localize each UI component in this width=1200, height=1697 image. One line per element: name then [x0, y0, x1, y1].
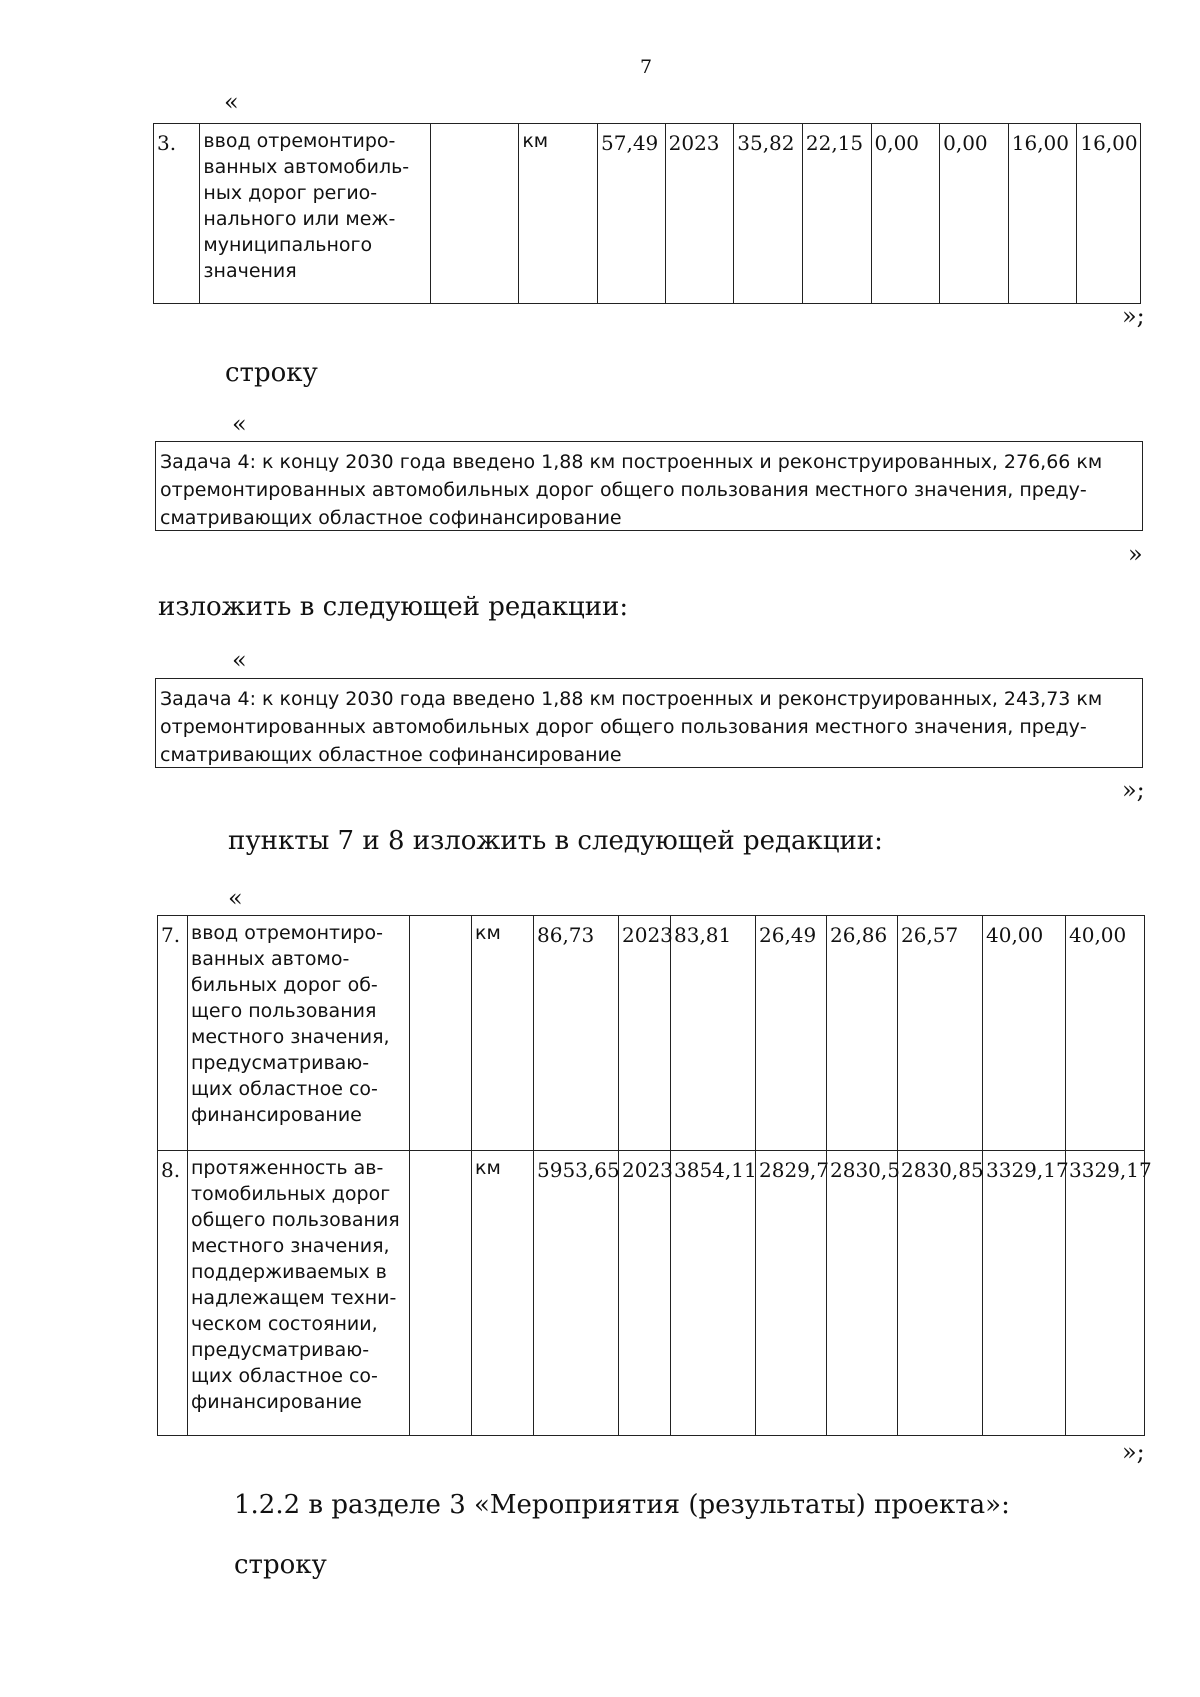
value-cell: 40,00 — [1066, 916, 1145, 1151]
close-quote: »; — [1122, 302, 1145, 330]
value-cell: 16,00 — [1008, 124, 1077, 304]
value-cell: 35,82 — [734, 124, 803, 304]
task-text-old: Задача 4: к концу 2030 года введено 1,88 км построенных и реконструированных, 276,66 км отремонтированных автомобильных дорог общего пользования местного значения, преду-сматривающих областное софинансирование — [155, 441, 1143, 531]
table-top — [153, 123, 1141, 304]
text-line: изложить в следующей редакции: — [158, 592, 629, 622]
open-quote: « — [232, 646, 247, 674]
row-number: 8. — [158, 1151, 188, 1436]
value-cell: 26,86 — [827, 916, 898, 1151]
section-heading: 1.2.2 в разделе 3 «Мероприятия (результаты) проекта»: — [234, 1490, 1010, 1520]
indicator-name: ввод отремонтиро-ванных автомо-бильных дорог об-щего пользования местного значения, предусматриваю-щих областное со-финансирование — [188, 916, 410, 1151]
open-quote: « — [232, 410, 247, 438]
row-number: 7. — [158, 916, 188, 1151]
unit-cell: км — [472, 916, 534, 1151]
value-cell: 57,49 — [598, 124, 666, 304]
close-quote: »; — [1122, 1438, 1145, 1466]
empty-cell — [410, 916, 472, 1151]
value-cell: 0,00 — [871, 124, 940, 304]
row-number: 3. — [154, 124, 200, 304]
value-cell: 0,00 — [940, 124, 1009, 304]
value-cell: 40,00 — [983, 916, 1066, 1151]
text-line: строку — [225, 358, 318, 388]
table-row — [158, 1151, 1145, 1436]
close-quote: » — [1128, 540, 1143, 568]
value-cell: 26,57 — [898, 916, 983, 1151]
value-cell: 22,15 — [802, 124, 871, 304]
empty-cell — [410, 1151, 472, 1436]
table-row — [154, 124, 1141, 304]
table-bottom — [157, 915, 1152, 1436]
value-cell: 16,00 — [1077, 124, 1141, 304]
close-quote: »; — [1122, 776, 1145, 804]
unit-cell: км — [519, 124, 598, 304]
open-quote: « — [224, 88, 239, 116]
value-cell: 83,81 — [671, 916, 756, 1151]
indicator-name: ввод отремонтиро-ванных автомобиль-ных дорог регио-нального или меж-муниципального значения — [200, 124, 430, 304]
task-text-new: Задача 4: к концу 2030 года введено 1,88 км построенных и реконструированных, 243,73 км отремонтированных автомобильных дорог общего пользования местного значения, преду-сматривающих областное софинансирование — [155, 678, 1143, 768]
value-cell: 3854,11 — [671, 1151, 756, 1436]
year-cell: 2023 — [619, 916, 671, 1151]
indicator-name: протяженность ав-томобильных дорог общего пользования местного значения, поддерживаемых в надлежащем техни-ческом состоянии, предусматриваю-щих областное со-финансирование — [188, 1151, 410, 1436]
unit-cell: км — [472, 1151, 534, 1436]
value-cell: 3329,17 — [983, 1151, 1066, 1436]
value-cell: 2830,85 — [898, 1151, 983, 1436]
empty-cell — [430, 124, 519, 304]
year-cell: 2023 — [665, 124, 734, 304]
value-cell: 5953,65 — [534, 1151, 619, 1436]
value-cell: 2830,5 — [827, 1151, 898, 1436]
value-cell: 3329,17 — [1066, 1151, 1145, 1436]
open-quote: « — [228, 884, 243, 912]
text-line: пункты 7 и 8 изложить в следующей редакции: — [228, 826, 883, 856]
value-cell: 26,49 — [756, 916, 827, 1151]
year-cell: 2023 — [619, 1151, 671, 1436]
text-line: строку — [234, 1550, 327, 1580]
table-row — [158, 916, 1145, 1151]
value-cell: 86,73 — [534, 916, 619, 1151]
value-cell: 2829,7 — [756, 1151, 827, 1436]
page-number: 7 — [640, 56, 653, 78]
